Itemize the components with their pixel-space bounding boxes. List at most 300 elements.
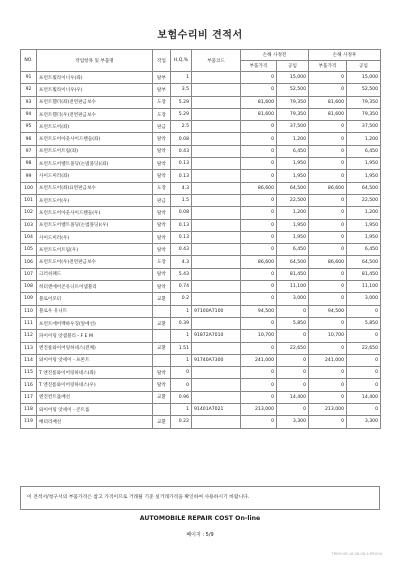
row-before-part-price: 0 — [241, 293, 277, 305]
row-work: 교환 — [153, 391, 171, 403]
row-item: 프런트도어트림(우) — [37, 244, 153, 256]
row-hqty: 1 — [171, 305, 192, 317]
row-item: T 엔진룸와이어링하네스(우) — [37, 379, 153, 391]
row-after-labor: 0 — [347, 354, 381, 366]
row-no: 114 — [21, 354, 37, 366]
row-work: 탈착 — [153, 145, 171, 157]
row-code — [192, 207, 241, 219]
row-after-labor: 3,300 — [347, 416, 381, 428]
row-before-part-price: 0 — [241, 268, 277, 280]
header-before-part-price: 부품가격 — [241, 61, 277, 72]
row-code — [192, 268, 241, 280]
row-hqty: 0.96 — [171, 391, 192, 403]
row-work: 탈착 — [153, 219, 171, 231]
row-no: 111 — [21, 317, 37, 329]
row-code — [192, 158, 241, 170]
row-item: 프런트도어벨트몰딩(논범몰딩)(우) — [37, 219, 153, 231]
row-after-part-price: 94,500 — [309, 305, 347, 317]
header-before: 손해 사정전 — [241, 50, 309, 61]
row-after-part-price: 0 — [309, 244, 347, 256]
row-after-labor: 64,500 — [347, 256, 381, 268]
table-row — [21, 231, 381, 243]
row-no: 101 — [21, 194, 37, 206]
table-row — [21, 96, 381, 108]
row-no: 115 — [21, 367, 37, 379]
row-work — [153, 354, 171, 366]
row-before-part-price: 10,700 — [241, 330, 277, 342]
row-item: 프런트휠라이너우(우) — [37, 84, 153, 96]
row-after-part-price: 10,700 — [309, 330, 347, 342]
row-before-labor: 0 — [277, 330, 309, 342]
row-hqty: 3.5 — [171, 84, 192, 96]
table-row — [21, 317, 381, 329]
row-before-part-price: 0 — [241, 145, 277, 157]
header-after: 손해 사정후 — [309, 50, 381, 61]
row-before-labor: 11,100 — [277, 281, 309, 293]
row-after-labor: 1,950 — [347, 170, 381, 182]
row-after-part-price: 0 — [309, 367, 347, 379]
row-hqty: 1 — [171, 354, 192, 366]
row-after-part-price: 0 — [309, 342, 347, 354]
row-no: 93 — [21, 96, 37, 108]
row-item: 엔진컨트롤배선 — [37, 391, 153, 403]
table-row — [21, 367, 381, 379]
row-code — [192, 121, 241, 133]
row-work: 교환 — [153, 317, 171, 329]
row-before-part-price: 86,600 — [241, 182, 277, 194]
row-code — [192, 293, 241, 305]
row-hqty: 1 — [171, 72, 192, 84]
row-after-labor: 14,400 — [347, 391, 381, 403]
row-code — [192, 194, 241, 206]
row-item: 프런트휀더(좌)전면판금보수 — [37, 96, 153, 108]
row-work: 도장 — [153, 182, 171, 194]
row-item: T 엔진룸와이어링하네스(좌) — [37, 367, 153, 379]
row-after-labor: 37,500 — [347, 121, 381, 133]
row-hqty: 2.5 — [171, 121, 192, 133]
row-code — [192, 170, 241, 182]
row-item: 프런트도어아웃사이드핸들(우) — [37, 207, 153, 219]
row-no: 92 — [21, 84, 37, 96]
row-before-part-price: 0 — [241, 84, 277, 96]
row-work: 도장 — [153, 96, 171, 108]
row-work: 탈착 — [153, 268, 171, 280]
document-title: 보험수리비 견적서 — [157, 30, 243, 41]
row-code — [192, 367, 241, 379]
row-after-part-price: 0 — [309, 281, 347, 293]
row-work: 탈착 — [153, 281, 171, 293]
header-item: 작업항목 및 부품명 — [37, 50, 153, 72]
header-after-labor: 공임 — [347, 61, 381, 72]
estimate-table — [20, 49, 381, 429]
row-before-labor: 6,450 — [277, 145, 309, 157]
row-hqty: 0.43 — [171, 145, 192, 157]
row-work: 교환 — [153, 416, 171, 428]
row-after-labor: 5,850 — [347, 317, 381, 329]
header-before-labor: 공임 — [277, 61, 309, 72]
table-row — [21, 354, 381, 366]
row-before-part-price: 0 — [241, 244, 277, 256]
row-work: 탈착 — [153, 244, 171, 256]
row-before-labor: 6,450 — [277, 244, 309, 256]
row-item: 사이드미러(우) — [37, 231, 153, 243]
row-hqty: 1 — [171, 330, 192, 342]
row-after-part-price: 0 — [309, 84, 347, 96]
row-before-labor: 3,300 — [277, 416, 309, 428]
row-before-part-price: 0 — [241, 158, 277, 170]
table-row — [21, 72, 381, 84]
row-code — [192, 391, 241, 403]
row-before-part-price: 0 — [241, 207, 277, 219]
row-after-labor: 0 — [347, 367, 381, 379]
table-row — [21, 293, 381, 305]
row-before-labor: 0 — [277, 354, 309, 366]
row-hqty: 0 — [171, 379, 192, 391]
row-no: 119 — [21, 416, 37, 428]
table-row — [21, 133, 381, 145]
row-no: 91 — [21, 72, 37, 84]
row-code — [192, 281, 241, 293]
row-before-labor: 1,950 — [277, 158, 309, 170]
row-item: 와이어링 앗세이 - 콘트롤 — [37, 404, 153, 416]
row-after-part-price: 0 — [309, 145, 347, 157]
row-item: 파이어링 앗셈블리 - F E M — [37, 330, 153, 342]
row-work: 도장 — [153, 256, 171, 268]
row-no: 104 — [21, 231, 37, 243]
table-row — [21, 256, 381, 268]
row-hqty: 0.08 — [171, 133, 192, 145]
row-work: 탈부 — [153, 84, 171, 96]
table-row — [21, 305, 381, 317]
row-before-labor: 22,650 — [277, 342, 309, 354]
row-work: 탈착 — [153, 158, 171, 170]
header-after-part-price: 부품가격 — [309, 61, 347, 72]
table-row — [21, 194, 381, 206]
row-no: 94 — [21, 108, 37, 120]
row-after-part-price: 0 — [309, 379, 347, 391]
row-before-part-price: 0 — [241, 121, 277, 133]
row-after-part-price: 213,000 — [309, 404, 347, 416]
row-after-part-price: 241,000 — [309, 354, 347, 366]
row-code — [192, 416, 241, 428]
row-after-part-price: 0 — [309, 219, 347, 231]
row-code: 91401A7021 — [192, 404, 241, 416]
row-before-labor: 64,500 — [277, 256, 309, 268]
table-row — [21, 281, 381, 293]
row-after-labor: 81,450 — [347, 268, 381, 280]
row-after-part-price: 81,600 — [309, 96, 347, 108]
row-hqty: 5.29 — [171, 108, 192, 120]
row-before-labor: 64,500 — [277, 182, 309, 194]
row-code: 97100A7100 — [192, 305, 241, 317]
row-code — [192, 133, 241, 145]
row-no: 97 — [21, 145, 37, 157]
row-after-labor: 52,500 — [347, 84, 381, 96]
row-hqty: 0.43 — [171, 244, 192, 256]
row-after-labor: 15,000 — [347, 72, 381, 84]
row-no: 113 — [21, 342, 37, 354]
table-row — [21, 84, 381, 96]
row-code: 91872A7010 — [192, 330, 241, 342]
row-before-labor: 0 — [277, 367, 309, 379]
row-after-labor: 0 — [347, 404, 381, 416]
row-work: 탈착 — [153, 367, 171, 379]
row-before-part-price: 0 — [241, 317, 277, 329]
row-after-labor: 6,450 — [347, 145, 381, 157]
row-before-part-price: 0 — [241, 379, 277, 391]
row-after-part-price: 0 — [309, 170, 347, 182]
row-code — [192, 256, 241, 268]
row-after-labor: 79,350 — [347, 108, 381, 120]
row-after-labor: 22,650 — [347, 342, 381, 354]
row-before-labor: 15,000 — [277, 72, 309, 84]
row-before-part-price: 81,600 — [241, 96, 277, 108]
row-before-part-price: 0 — [241, 219, 277, 231]
row-item: 프런트도어(우) — [37, 194, 153, 206]
row-after-part-price: 0 — [309, 194, 347, 206]
header-no: NO. — [21, 50, 37, 72]
row-before-labor: 3,000 — [277, 293, 309, 305]
row-after-labor: 1,950 — [347, 158, 381, 170]
row-item: 와이어링 앗세이 - 프론트 — [37, 354, 153, 366]
table-row — [21, 379, 381, 391]
row-hqty: 1 — [171, 404, 192, 416]
row-after-part-price: 0 — [309, 317, 347, 329]
row-after-part-price: 0 — [309, 268, 347, 280]
row-code: 91740A7300 — [192, 354, 241, 366]
row-before-labor: 1,950 — [277, 170, 309, 182]
row-item: 블로어모터 — [37, 293, 153, 305]
table-row — [21, 121, 381, 133]
row-after-labor: 1,200 — [347, 133, 381, 145]
row-before-labor: 81,450 — [277, 268, 309, 280]
row-after-labor: 22,500 — [347, 194, 381, 206]
row-before-labor: 0 — [277, 305, 309, 317]
row-no: 116 — [21, 379, 37, 391]
row-hqty: 1.51 — [171, 342, 192, 354]
row-before-part-price: 0 — [241, 231, 277, 243]
row-after-part-price: 0 — [309, 391, 347, 403]
row-before-labor: 0 — [277, 404, 309, 416]
row-no: 96 — [21, 133, 37, 145]
row-after-labor: 1,950 — [347, 231, 381, 243]
table-row — [21, 342, 381, 354]
row-after-labor: 3,000 — [347, 293, 381, 305]
row-before-labor: 1,200 — [277, 207, 309, 219]
row-before-part-price: 213,000 — [241, 404, 277, 416]
row-work: 교환 — [153, 342, 171, 354]
row-before-part-price: 0 — [241, 416, 277, 428]
row-hqty: 0.2 — [171, 293, 192, 305]
row-after-part-price: 86,600 — [309, 182, 347, 194]
row-item: 크러쉬패드 — [37, 268, 153, 280]
row-item: 블로우 유니트 — [37, 305, 153, 317]
table-row — [21, 404, 381, 416]
row-before-part-price: 94,500 — [241, 305, 277, 317]
row-item: 사이드미러(좌) — [37, 170, 153, 182]
row-hqty: 4.3 — [171, 182, 192, 194]
table-row — [21, 268, 381, 280]
row-before-part-price: 0 — [241, 72, 277, 84]
row-item: 프런트휀더(우)전면판금보수 — [37, 108, 153, 120]
row-after-labor: 6,450 — [347, 244, 381, 256]
row-code — [192, 108, 241, 120]
row-no: 99 — [21, 170, 37, 182]
row-code — [192, 231, 241, 243]
table-row — [21, 219, 381, 231]
row-before-part-price: 0 — [241, 391, 277, 403]
row-hqty: 0.13 — [171, 219, 192, 231]
row-work: 판금 — [153, 121, 171, 133]
table-row — [21, 207, 381, 219]
row-no: 117 — [21, 391, 37, 403]
row-item: 프런트휠라이너우(좌) — [37, 72, 153, 84]
row-code — [192, 182, 241, 194]
row-hqty: 5.29 — [171, 96, 192, 108]
row-no: 110 — [21, 305, 37, 317]
row-after-part-price: 0 — [309, 133, 347, 145]
estimate-rows — [21, 72, 381, 429]
row-after-part-price: 0 — [309, 121, 347, 133]
row-item: 히터앤에어콘유니트어셈블리 — [37, 281, 153, 293]
table-row — [21, 170, 381, 182]
row-no: 103 — [21, 219, 37, 231]
table-row — [21, 391, 381, 403]
row-after-labor: 1,200 — [347, 207, 381, 219]
row-before-part-price: 0 — [241, 194, 277, 206]
row-before-labor: 14,400 — [277, 391, 309, 403]
row-no: 105 — [21, 244, 37, 256]
row-no: 106 — [21, 256, 37, 268]
row-code — [192, 244, 241, 256]
row-work: 탈부 — [153, 72, 171, 84]
row-work — [153, 330, 171, 342]
row-before-labor: 0 — [277, 379, 309, 391]
row-no: 109 — [21, 293, 37, 305]
row-hqty: 0.13 — [171, 170, 192, 182]
row-after-labor: 0 — [347, 305, 381, 317]
row-before-labor: 5,850 — [277, 317, 309, 329]
row-code — [192, 219, 241, 231]
table-row — [21, 330, 381, 342]
row-code — [192, 342, 241, 354]
row-before-part-price: 0 — [241, 133, 277, 145]
row-before-labor: 52,500 — [277, 84, 309, 96]
row-work: 교환 — [153, 293, 171, 305]
row-before-part-price: 81,600 — [241, 108, 277, 120]
row-before-part-price: 0 — [241, 342, 277, 354]
row-hqty: 0.13 — [171, 158, 192, 170]
table-row — [21, 108, 381, 120]
row-work: 탈착 — [153, 133, 171, 145]
row-hqty: 0.08 — [171, 207, 192, 219]
row-hqty: 4.3 — [171, 256, 192, 268]
row-work: 판금 — [153, 194, 171, 206]
row-before-part-price: 241,000 — [241, 354, 277, 366]
row-no: 107 — [21, 268, 37, 280]
row-item: 프런트도어트림(좌) — [37, 145, 153, 157]
document-stamp: TREM-0R-16.06-08-4-PRO04 — [331, 552, 382, 556]
row-before-part-price: 0 — [241, 281, 277, 293]
footer-title: AUTOMOBILE REPAIR COST On-line — [139, 515, 261, 522]
row-hqty: 0.22 — [171, 416, 192, 428]
row-hqty: 1.5 — [171, 194, 192, 206]
header-code: 부품코드 — [192, 50, 241, 72]
row-before-labor: 1,200 — [277, 133, 309, 145]
row-item: 엔진룸와이어링하네스(전체) — [37, 342, 153, 354]
row-before-part-price: 0 — [241, 170, 277, 182]
row-before-labor: 79,350 — [277, 96, 309, 108]
row-after-labor: 1,950 — [347, 219, 381, 231]
row-before-labor: 37,500 — [277, 121, 309, 133]
row-work: 탈착 — [153, 207, 171, 219]
row-item: 프런트도어(우)전면판금보수 — [37, 256, 153, 268]
row-hqty: 0.39 — [171, 317, 192, 329]
row-before-labor: 1,950 — [277, 231, 309, 243]
row-no: 108 — [21, 281, 37, 293]
row-after-part-price: 0 — [309, 416, 347, 428]
row-after-labor: 79,350 — [347, 96, 381, 108]
row-no: 100 — [21, 182, 37, 194]
disclaimer-note: 이 견적서/청구서의 부품가격은 참고 가격이므로 거래될 기준 실거래가격을 확인하여 사용하시기 바랍니다. — [20, 486, 380, 510]
row-item: 배터리배선 — [37, 416, 153, 428]
row-before-labor: 1,950 — [277, 219, 309, 231]
row-work: 탈착 — [153, 231, 171, 243]
row-after-labor: 0 — [347, 379, 381, 391]
row-code — [192, 96, 241, 108]
row-before-labor: 22,500 — [277, 194, 309, 206]
row-hqty: 5.43 — [171, 268, 192, 280]
row-after-labor: 0 — [347, 330, 381, 342]
row-hqty: 0.74 — [171, 281, 192, 293]
row-hqty: 0 — [171, 367, 192, 379]
row-code — [192, 72, 241, 84]
row-work: 도장 — [153, 108, 171, 120]
row-after-labor: 64,500 — [347, 182, 381, 194]
row-after-part-price: 0 — [309, 158, 347, 170]
table-row — [21, 244, 381, 256]
row-after-labor: 11,100 — [347, 281, 381, 293]
row-item: 프런트도어(좌)표면판금보수 — [37, 182, 153, 194]
row-item: 프런트도어벨트몰딩(논범몰딩)(좌) — [37, 158, 153, 170]
row-after-part-price: 0 — [309, 72, 347, 84]
row-before-part-price: 0 — [241, 367, 277, 379]
row-no: 102 — [21, 207, 37, 219]
row-code — [192, 379, 241, 391]
row-work: 탈착 — [153, 379, 171, 391]
row-code — [192, 317, 241, 329]
table-row — [21, 416, 381, 428]
header-work: 작업 — [153, 50, 171, 72]
header-hqty: H,Q,% — [171, 50, 192, 72]
row-after-part-price: 0 — [309, 207, 347, 219]
row-code — [192, 145, 241, 157]
row-item: 프런트도어(좌) — [37, 121, 153, 133]
row-after-part-price: 86,600 — [309, 256, 347, 268]
table-row — [21, 182, 381, 194]
row-no: 112 — [21, 330, 37, 342]
row-item: 프런트도어아웃사이드핸들(좌) — [37, 133, 153, 145]
row-no: 95 — [21, 121, 37, 133]
row-work — [153, 305, 171, 317]
page-number: 페이지 : 5/9 — [186, 532, 214, 538]
row-code — [192, 84, 241, 96]
row-after-part-price: 0 — [309, 231, 347, 243]
row-item: 프런트에어백하우징(앞에선) — [37, 317, 153, 329]
row-before-labor: 79,350 — [277, 108, 309, 120]
row-before-part-price: 86,600 — [241, 256, 277, 268]
row-no: 98 — [21, 158, 37, 170]
